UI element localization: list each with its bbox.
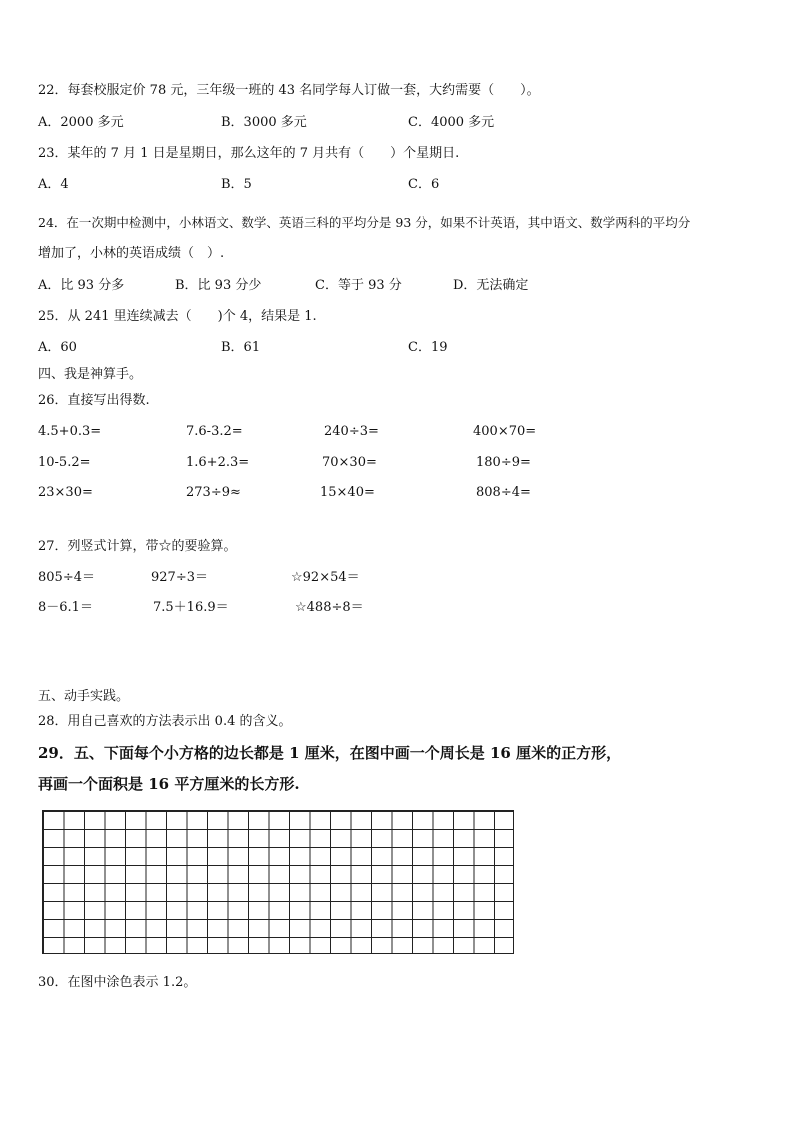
q29-stem-line2: 再画一个面积是 16 平方厘米的长方形. bbox=[38, 775, 300, 793]
q25-option-a: A．60 bbox=[38, 340, 77, 355]
q24-option-b: B．比 93 分少 bbox=[175, 278, 262, 293]
q27-stem: 27．列竖式计算，带☆的要验算。 bbox=[38, 539, 237, 554]
q23-option-b: B．5 bbox=[221, 177, 252, 192]
q23-option-c: C．6 bbox=[408, 177, 440, 192]
q22-stem: 22．每套校服定价 78 元，三年级一班的 43 名同学每人订做一套，大约需要（ ）。 bbox=[38, 83, 540, 98]
q24-option-c: C．等于 93 分 bbox=[315, 278, 402, 293]
q24-stem-line1: 24．在一次期中检测中，小林语文、数学、英语三科的平均分是 93 分，如果不计英语，其中语文、数学两科的平均分 bbox=[38, 215, 691, 230]
square-grid bbox=[42, 810, 514, 954]
q26-item: 808÷4= bbox=[476, 485, 531, 500]
q27-item: 7.5＋16.9＝ bbox=[153, 600, 229, 615]
q27-item: 927÷3＝ bbox=[151, 570, 208, 585]
q26-item: 15×40= bbox=[320, 485, 375, 500]
q26-item: 10-5.2= bbox=[38, 455, 91, 470]
q30-stem: 30．在图中涂色表示 1.2。 bbox=[38, 975, 197, 990]
q25-option-c: C．19 bbox=[408, 340, 448, 355]
q28-stem: 28．用自己喜欢的方法表示出 0.4 的含义。 bbox=[38, 714, 292, 729]
q26-item: 180÷9= bbox=[476, 455, 531, 470]
q25-stem: 25．从 241 里连续减去（ )个 4，结果是 1. bbox=[38, 309, 317, 324]
q24-option-a: A．比 93 分多 bbox=[38, 278, 125, 293]
q27-item: ☆488÷8＝ bbox=[295, 600, 364, 615]
q26-item: 400×70= bbox=[473, 424, 537, 439]
q27-item: ☆92×54＝ bbox=[291, 570, 360, 585]
q24-option-d: D．无法确定 bbox=[453, 278, 529, 293]
q26-item: 70×30= bbox=[322, 455, 377, 470]
q27-item: 805÷4＝ bbox=[38, 570, 95, 585]
q26-stem: 26．直接写出得数. bbox=[38, 393, 150, 408]
q27-item: 8－6.1＝ bbox=[38, 600, 93, 615]
q22-option-b: B．3000 多元 bbox=[221, 115, 307, 130]
q26-item: 7.6-3.2= bbox=[186, 424, 243, 439]
q22-option-a: A．2000 多元 bbox=[38, 115, 124, 130]
q22-option-c: C．4000 多元 bbox=[408, 115, 495, 130]
q26-item: 4.5+0.3= bbox=[38, 424, 102, 439]
section4-title: 四、我是神算手。 bbox=[38, 367, 143, 382]
section5-title: 五、动手实践。 bbox=[38, 689, 130, 704]
q29-stem-line1: 29．五、下面每个小方格的边长都是 1 厘米，在图中画一个周长是 16 厘米的正方形， bbox=[38, 744, 622, 762]
q23-stem: 23．某年的 7 月 1 日是星期日，那么这年的 7 月共有（ ）个星期日. bbox=[38, 146, 460, 161]
q26-item: 1.6+2.3= bbox=[186, 455, 250, 470]
q24-stem-line2: 增加了，小林的英语成绩（ ）. bbox=[38, 246, 225, 261]
q25-option-b: B．61 bbox=[221, 340, 261, 355]
q26-item: 23×30= bbox=[38, 485, 93, 500]
q26-item: 240÷3= bbox=[324, 424, 379, 439]
q26-item: 273÷9≈ bbox=[186, 485, 241, 500]
q23-option-a: A．4 bbox=[38, 177, 69, 192]
